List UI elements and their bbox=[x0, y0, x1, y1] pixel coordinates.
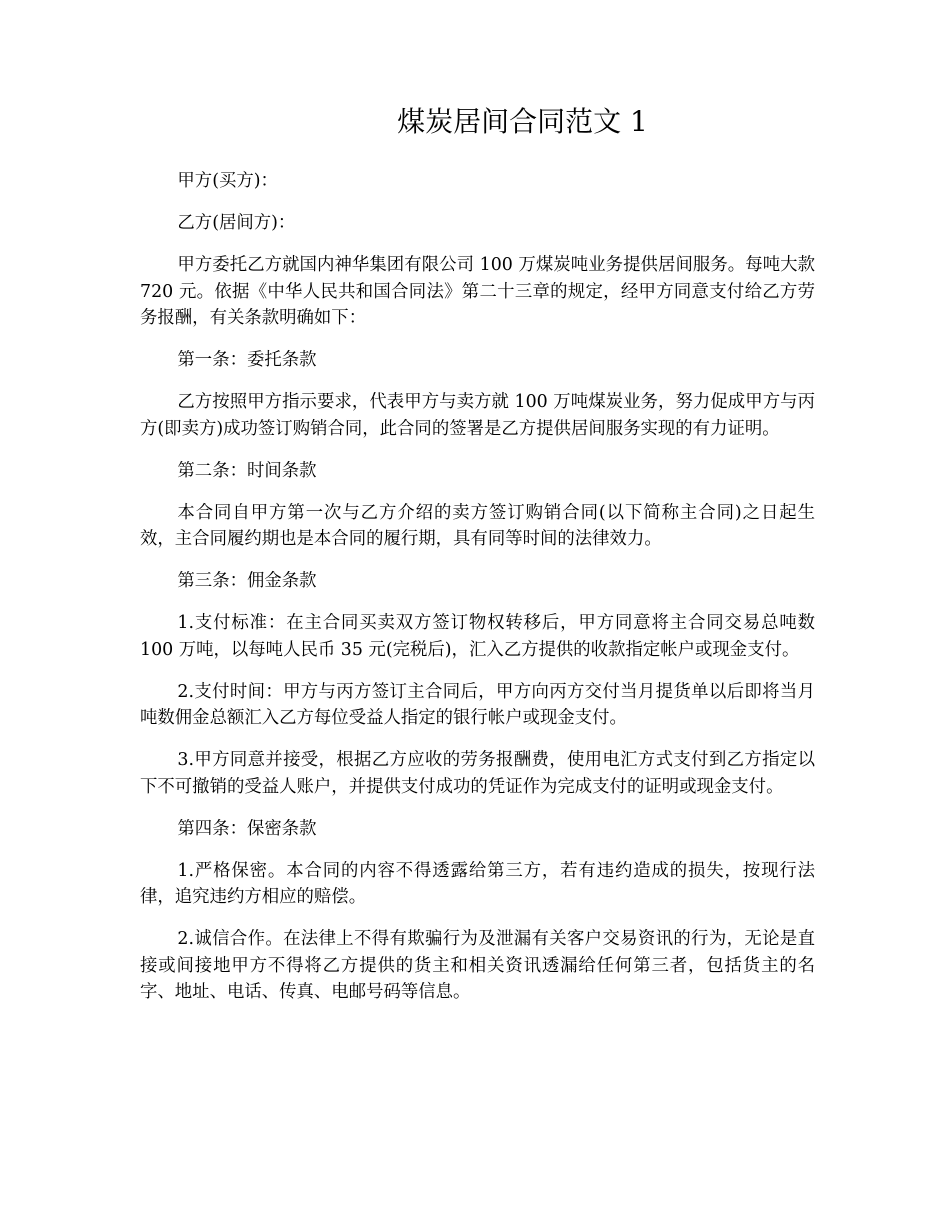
section-heading-3: 第三条：佣金条款 bbox=[177, 571, 317, 591]
section-2-paragraph: 本合同自甲方第一次与乙方介绍的卖方签订购销合同(以下简称主合同)之日起生效，主合同履约期也是本合同的履行期，具有同等时间的法律效力。 bbox=[140, 502, 815, 549]
section-heading-4: 第四条：保密条款 bbox=[177, 818, 317, 839]
section-3-item-1: 1.支付标准：在主合同买卖双方签订物权转移后，甲方同意将主合同交易总吨数 100 万吨，以每吨人民币 35 元(完税后)，汇入乙方提供的收款指定帐户或现金支付。 bbox=[140, 613, 815, 660]
intro-paragraph: 甲方委托乙方就国内神华集团有限公司 100 万煤炭吨业务提供居间服务。每吨大款 720 元。依据《中华人民共和国合同法》第二十三章的规定，经甲方同意支付给乙方劳务报酬，有关条款明确如下： bbox=[140, 255, 815, 328]
section-3-item-2: 2.支付时间：甲方与丙方签订主合同后，甲方向丙方交付当月提货单以后即将当月吨数佣金总额汇入乙方每位受益人指定的银行帐户或现金支付。 bbox=[140, 681, 815, 728]
section-1-paragraph: 乙方按照甲方指示要求，代表甲方与卖方就 100 万吨煤炭业务，努力促成甲方与丙方(即卖方)成功签订购销合同，此合同的签署是乙方提供居间服务实现的有力证明。 bbox=[140, 392, 815, 439]
document-body bbox=[140, 168, 815, 1021]
party-a-line: 甲方(买方)： bbox=[177, 171, 278, 191]
section-heading-2: 第二条：时间条款 bbox=[177, 460, 317, 481]
section-heading-1: 第一条：委托条款 bbox=[177, 350, 317, 370]
section-4-item-1: 1.严格保密。本合同的内容不得透露给第三方，若有违约造成的损失，按现行法律，追究违约方相应的赔偿。 bbox=[140, 860, 815, 907]
section-3-item-3: 3.甲方同意并接受，根据乙方应收的劳务报酬费，使用电汇方式支付到乙方指定以下不可撤销的受益人账户，并提供支付成功的凭证作为完成支付的证明或现金支付。 bbox=[140, 750, 815, 797]
party-b-line: 乙方(居间方)： bbox=[177, 213, 296, 233]
document-title: 煤炭居间合同范文 1 bbox=[397, 105, 648, 138]
section-4-item-2: 2.诚信合作。在法律上不得有欺骗行为及泄漏有关客户交易资讯的行为，无论是直接或间接地甲方不得将乙方提供的货主和相关资讯透漏给任何第三者，包括货主的名字、地址、电话、传真、电邮号码等信息。 bbox=[140, 929, 815, 1002]
